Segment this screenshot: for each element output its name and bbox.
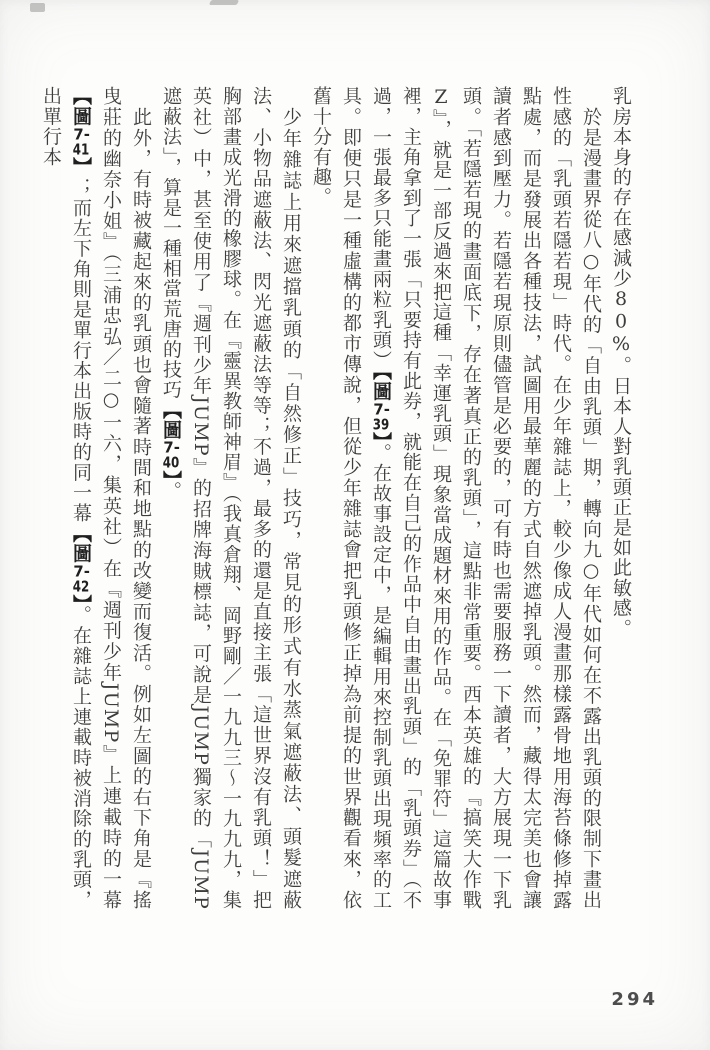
page-number: 294 xyxy=(611,989,658,1010)
figure-reference: 7- xyxy=(73,563,90,579)
figure-reference: 【圖 xyxy=(160,399,182,441)
text-run: 』，就是一部反過來把這種「幸運乳頭」現象當成題材來用的作品。在「免罪符」這篇故事裡，主角拿到了一張「只要持有此券，就能在自己的作品中自由畫出乳頭」的「乳頭券」（不過，一張最多只能畫兩粒乳頭） xyxy=(370,86,452,910)
figure-reference: 【圖 xyxy=(70,523,92,564)
figure-reference: 40 xyxy=(162,455,180,471)
figure-reference: 7- xyxy=(163,440,180,456)
text-run: 。在故事設定中，是編輯用來控制乳頭出現頻率的工具。即便只是一種虛構的都市傳說，但從少年雜誌會把乳頭修正掉為前提的世界觀看來，依舊十分有趣。 xyxy=(310,86,392,910)
paragraph xyxy=(36,86,156,910)
scan-artifact xyxy=(209,0,239,5)
text-run: 。在雜誌上連載時被消除的乳頭，出單行本 xyxy=(40,86,92,910)
figure-reference: 】 xyxy=(70,156,92,178)
paragraph xyxy=(306,86,606,910)
figure-reference: 41 xyxy=(72,141,90,157)
figure-reference: 7- xyxy=(73,126,90,142)
text-run: 少年雜誌上用來遮擋乳頭的「自然修正」技巧，常見的形式有水蒸氣遮蔽法、頭髮遮蔽法、小物品遮蔽法、閃光遮蔽法等等；不過，最多的還是直接主張「這世界沒有乳頭！」把胸部畫成光滑的橡膠球。在『靈異教師神眉』（我真倉翔、岡野剛／一九九三～一九九九，集英社）中，甚至使用了『週刊少年JUMP』的招牌海賊標誌，可說是JUMP獨家的「JUMP遮蔽法」，算是一種相當荒唐的技巧 xyxy=(160,86,302,910)
figure-reference: 】 xyxy=(70,594,92,605)
upright-text: 80% xyxy=(610,288,632,356)
figure-reference: 7- xyxy=(373,401,390,417)
paragraph xyxy=(606,86,636,910)
text-run: ；而左下角則是單行本出版時的同一幕 xyxy=(70,177,92,524)
figure-reference: 【圖 xyxy=(70,86,92,127)
scan-artifact xyxy=(30,3,45,12)
paragraph xyxy=(156,86,306,910)
text-run: 此外，有時被藏起來的乳頭也會隨著時間和地點的改變而復活。例如左圖的右下角是『搖曳莊的幽奈小姐』（三浦忠弘／二○一六，集英社）在『週刊少年JUMP』上連載時的一幕 xyxy=(100,86,152,910)
text-run: 。 xyxy=(160,480,182,502)
figure-reference: 39 xyxy=(372,416,390,432)
body-text xyxy=(36,86,636,910)
upright-text: Z xyxy=(430,86,452,109)
figure-reference: 】 xyxy=(160,470,182,481)
figure-reference: 【圖 xyxy=(370,370,392,402)
text-run: 乳房本身的存在感減少 xyxy=(610,86,632,288)
figure-reference: 】 xyxy=(370,431,392,443)
figure-reference: 42 xyxy=(72,578,90,594)
text-run: 於是漫畫界從八○年代的「自由乳頭」期，轉向九○年代如何在不露出乳頭的限制下畫出性感的「乳頭若隱若現」時代。在少年雜誌上，較少像成人漫畫那樣露骨地用海苔條修掉露點處，而是發展出各種技法，試圖用最華麗的方式自然遮掉乳頭。然而，藏得太完美也會讓讀者感到壓力。若隱若現原則儘管是必要的，可有時也需要服務一下讀者，大方展現一下乳頭。「若隱若現的畫面底下，存在著真正的乳頭」，這點非常重要。西本英雄的『搞笑大作戰 xyxy=(460,86,602,910)
text-run: 。日本人對乳頭正是如此敏感。 xyxy=(610,355,632,639)
